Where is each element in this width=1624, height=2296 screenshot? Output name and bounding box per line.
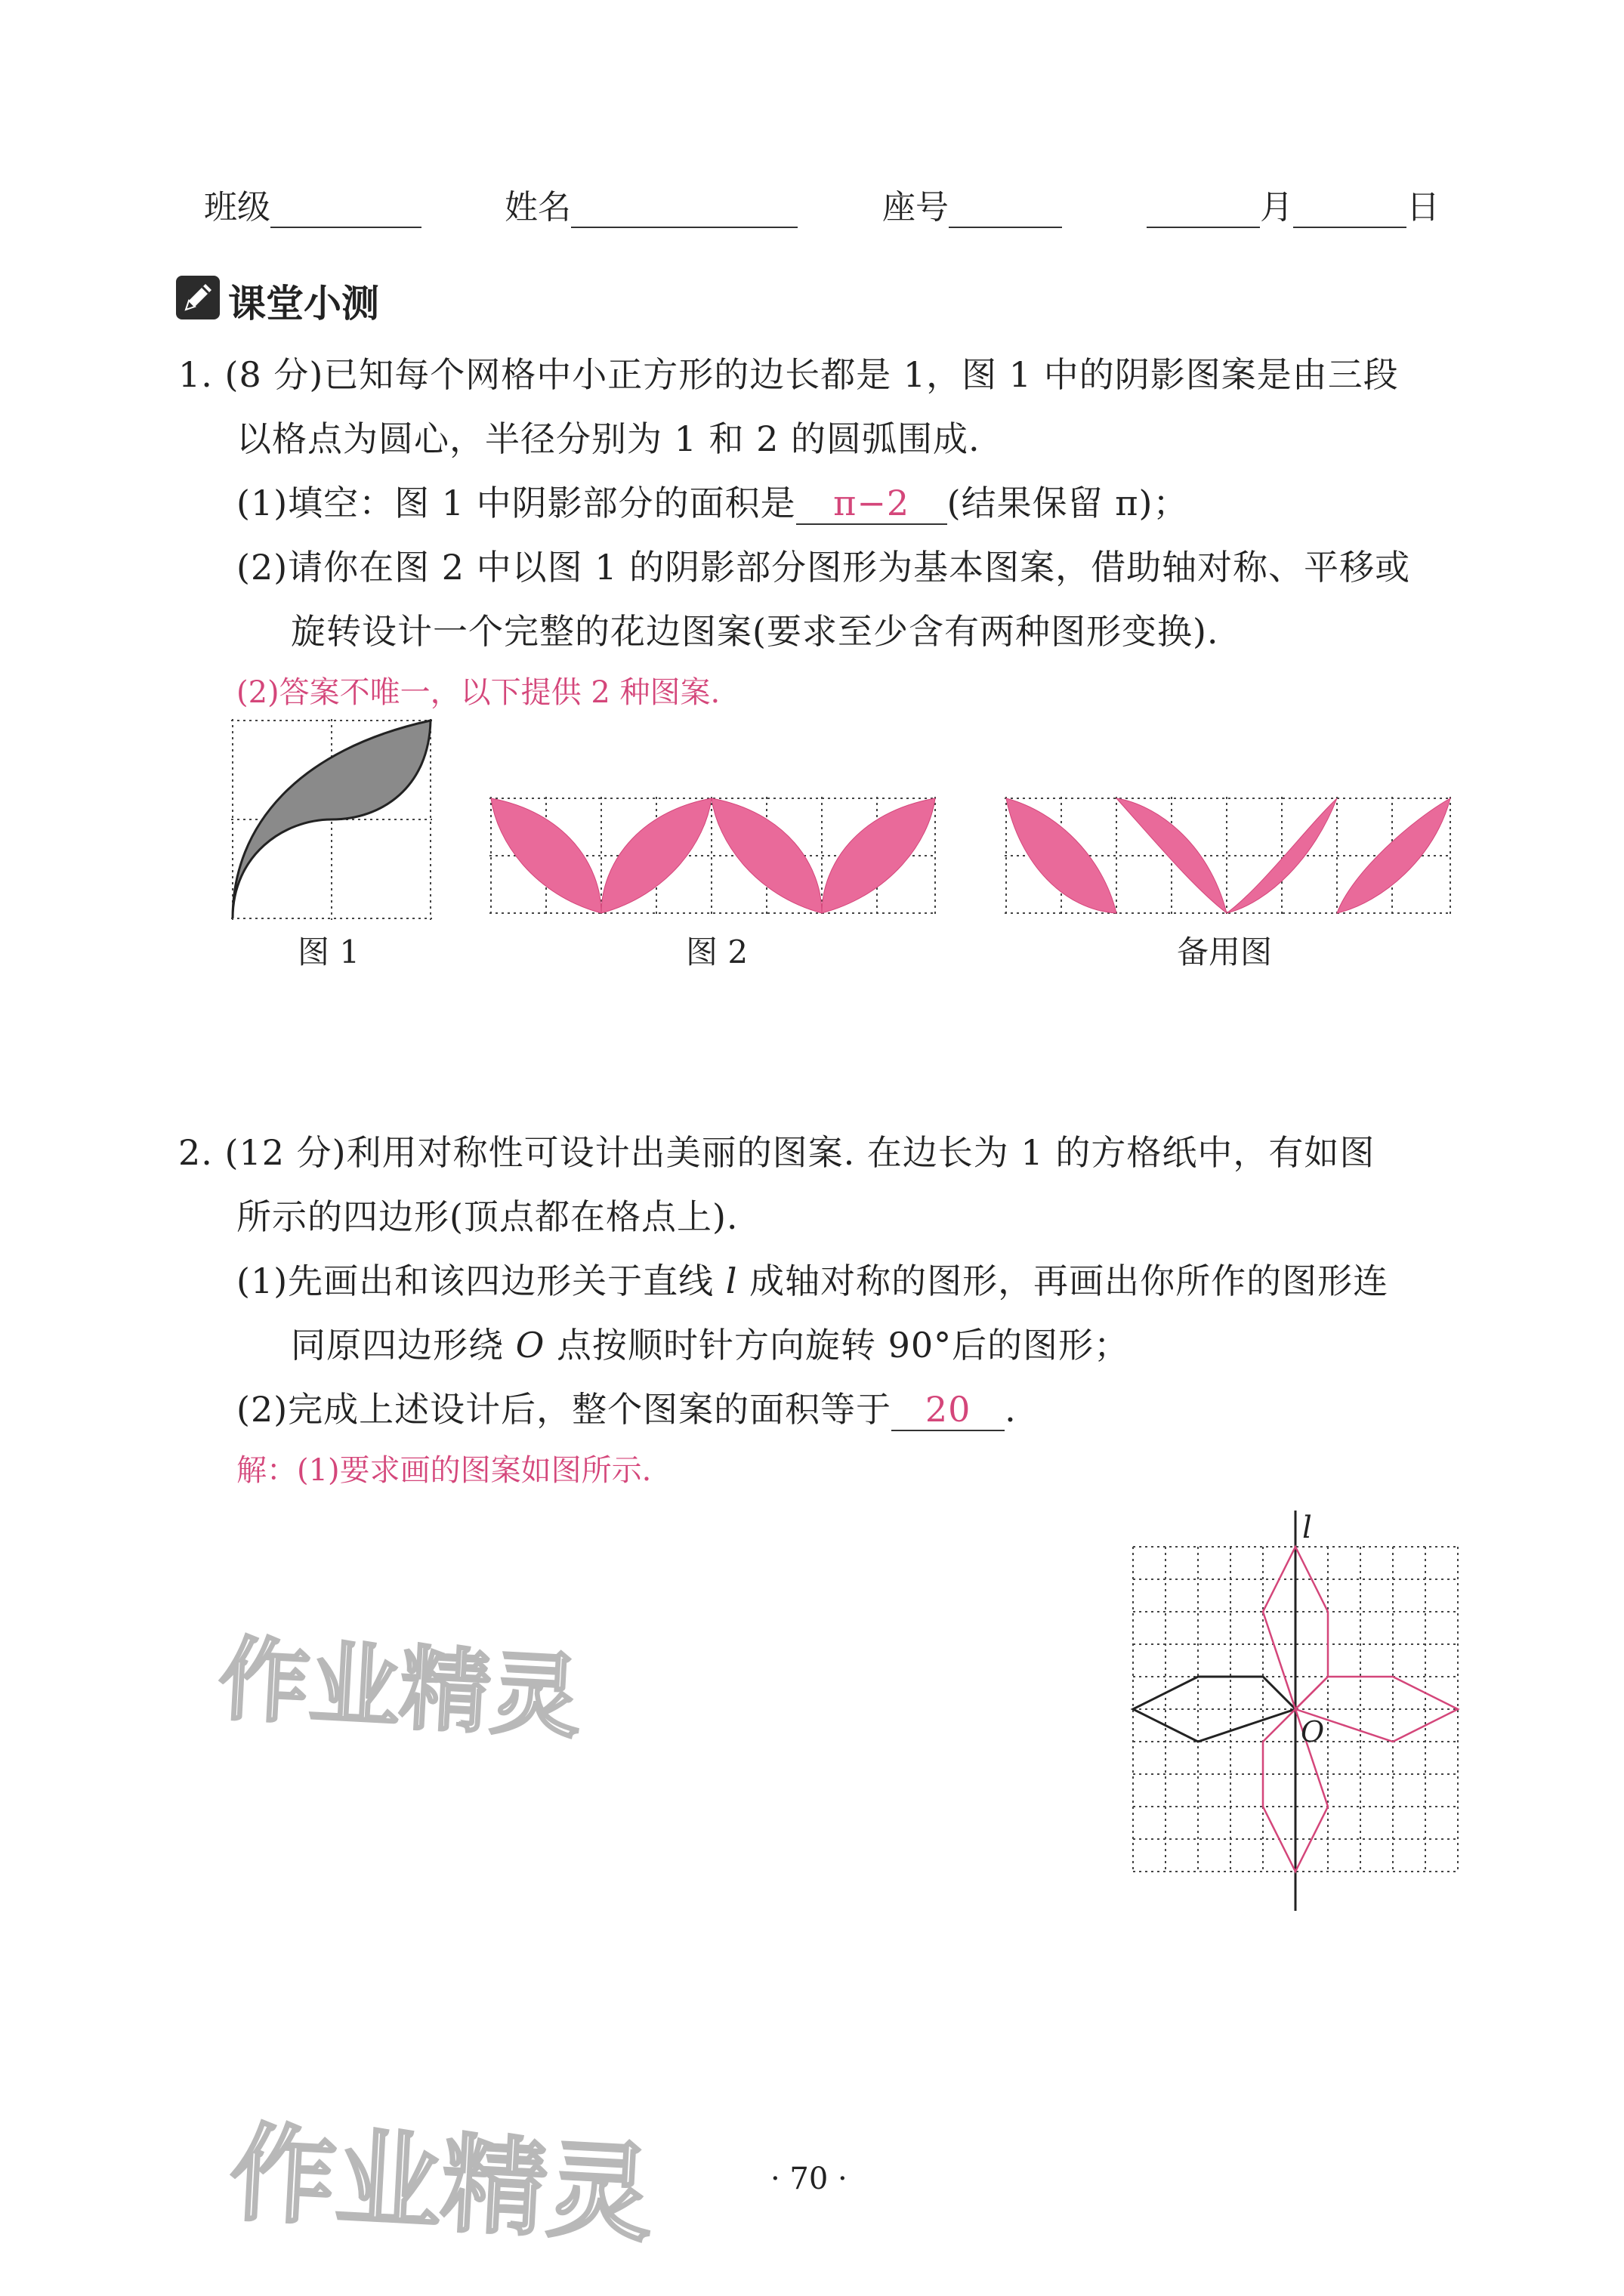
section-title: 课堂小测 xyxy=(228,282,379,326)
q2-grid-figure xyxy=(1125,1511,1465,1911)
q2-part1-line1 xyxy=(236,1254,1388,1304)
day-blank xyxy=(1293,193,1406,228)
watermark-2: 作业精灵 xyxy=(227,2112,656,2257)
seat-blank xyxy=(949,193,1062,228)
q2-stem-2: 所示的四边形(顶点都在格点上). xyxy=(236,1196,739,1237)
q1-part1-suffix: (结果保留 π)； xyxy=(946,483,1189,523)
class-label-text: 班级 xyxy=(204,188,270,227)
q2-part2 xyxy=(236,1382,1017,1432)
q2-part1-line2 xyxy=(291,1318,1129,1368)
q1-part2-line1 xyxy=(236,540,1410,590)
watermark-1: 作业精灵 xyxy=(216,1627,584,1751)
q1-number: 1. xyxy=(178,354,213,395)
class-blank xyxy=(270,193,421,228)
q1-part2-text-2: 旋转设计一个完整的花边图案(要求至少含有两种图形变换). xyxy=(291,611,1219,652)
axis-l-label: l xyxy=(1302,1511,1312,1545)
name-blank xyxy=(571,193,798,228)
q1-part2-line2 xyxy=(291,604,1219,654)
q1-figure-1 xyxy=(231,719,432,920)
q1-part2-text-1: (2)请你在图 2 中以图 1 的阴影部分图形为基本图案，借助轴对称、平移或 xyxy=(236,547,1411,588)
fig1-caption: 图 1 xyxy=(298,934,360,971)
q2-part1-line-symbol: l xyxy=(725,1261,738,1301)
class-label xyxy=(204,180,421,228)
q2-part2-answer: 20 xyxy=(891,1389,1005,1431)
fig3-caption: 备用图 xyxy=(1177,934,1273,971)
q2-solution: 解：(1)要求画的图案如图所示. xyxy=(236,1453,652,1488)
q1-line1 xyxy=(178,347,1399,397)
name-label xyxy=(505,180,798,228)
q1-answer-note: (2)答案不唯一，以下提供 2 种图案. xyxy=(236,675,721,710)
q1-spare-figure xyxy=(1005,797,1452,915)
q1-part1-answer: π−2 xyxy=(796,483,947,525)
q1-part1-prefix: (1)填空：图 1 中阴影部分的面积是 xyxy=(236,483,796,523)
q2-part2-prefix: (2)完成上述设计后，整个图案的面积等于 xyxy=(236,1389,892,1430)
q1-stem-1: (8 分)已知每个网格中小正方形的边长都是 1，图 1 中的阴影图案是由三段 xyxy=(224,354,1399,395)
q2-number: 2. xyxy=(178,1132,213,1173)
q2-part1-point-symbol: O xyxy=(515,1325,545,1366)
date-label xyxy=(1147,180,1440,228)
q2-stem-1: (12 分)利用对称性可设计出美丽的图案. 在边长为 1 的方格纸中，有如图 xyxy=(224,1132,1375,1173)
q2-part1-text-b: 成轴对称的图形，再画出你所作的图形连 xyxy=(749,1261,1389,1301)
seat-label xyxy=(882,180,1062,228)
fig2-petal-4 xyxy=(822,798,935,913)
page-number: · 70 · xyxy=(770,2162,848,2196)
q2-line1 xyxy=(178,1125,1375,1175)
day-label-text: 日 xyxy=(1406,188,1440,227)
q1-part1 xyxy=(236,476,1188,526)
seat-label-text: 座号 xyxy=(882,188,949,227)
name-label-text: 姓名 xyxy=(505,188,571,227)
q2-part1-text-d: 点按顺时针方向旋转 90°后的图形； xyxy=(556,1325,1130,1366)
month-blank xyxy=(1147,193,1260,228)
q2-part1-text-c: 同原四边形绕 xyxy=(291,1325,504,1366)
month-label-text: 月 xyxy=(1260,188,1293,227)
spare-petal-4 xyxy=(1337,798,1450,913)
pencil-icon xyxy=(175,275,221,320)
q2-part1-text-a: (1)先画出和该四边形关于直线 xyxy=(236,1261,715,1301)
q1-line2 xyxy=(236,412,980,461)
fig2-caption: 图 2 xyxy=(686,934,749,971)
q1-figure-2 xyxy=(489,797,937,915)
q1-stem-2: 以格点为圆心，半径分别为 1 和 2 的圆弧围成. xyxy=(236,418,980,459)
q2-part2-suffix: . xyxy=(1005,1389,1017,1430)
origin-label: O xyxy=(1301,1715,1325,1748)
q2-line2 xyxy=(236,1190,739,1239)
